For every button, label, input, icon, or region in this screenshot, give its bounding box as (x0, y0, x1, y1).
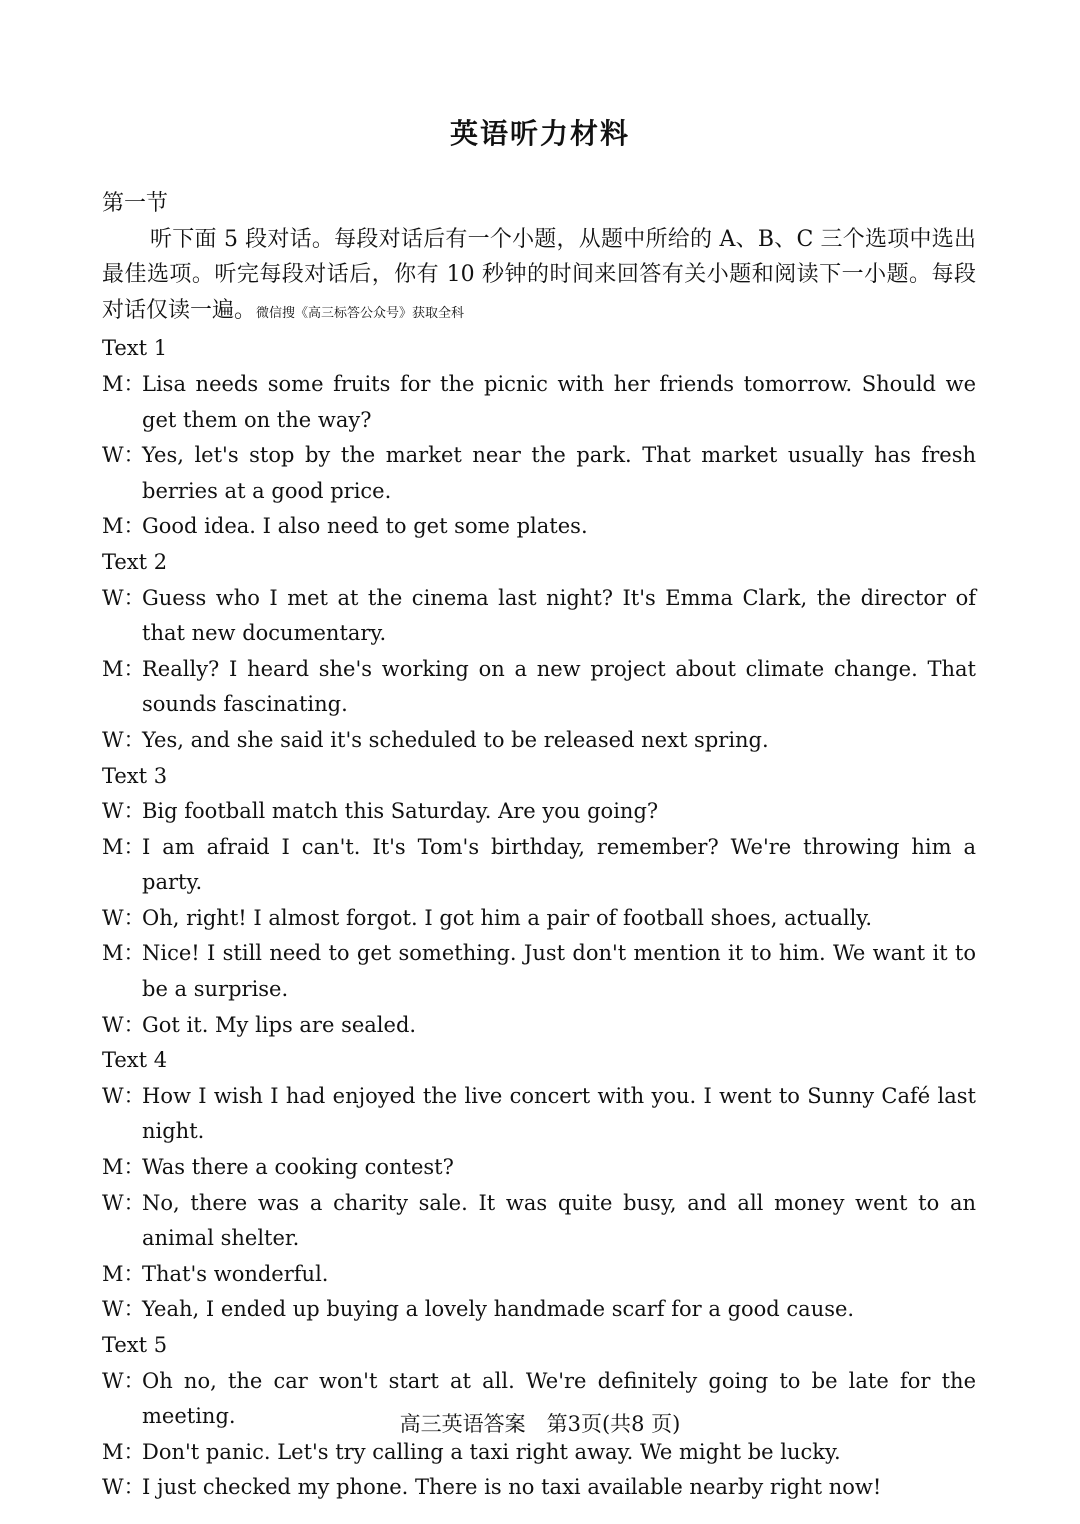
dialogue-line (102, 1186, 976, 1257)
line-text: Yes, let's stop by the market near the park. That market usually has fresh berries at a good price. (142, 443, 976, 503)
dialogue-line (102, 581, 976, 652)
line-text: Lisa needs some fruits for the picnic with her friends tomorrow. Should we get them on the way? (142, 371, 976, 432)
dialogue-line (102, 794, 976, 830)
line-text: Guess who I met at the cinema last night? It's Emma Clark, the director of that new documentary. (142, 585, 976, 646)
line-text: Don't panic. Let's try calling a taxi right away. We might be lucky. (142, 1439, 841, 1464)
dialogue-label: Text 1 (102, 336, 168, 361)
line-text: No, there was a charity sale. It was quite busy, and all money went to an animal shelter. (142, 1190, 976, 1251)
dialogue-label: Text 2 (102, 549, 168, 574)
dialogue-line (102, 1292, 976, 1328)
line-text: Really? I heard she's working on a new project about climate change. That sounds fascinating. (142, 656, 976, 717)
line-text: Yes, and she said it's scheduled to be released next spring. (142, 727, 769, 752)
dialogue-line (102, 367, 976, 438)
line-text: Yeah, I ended up buying a lovely handmade scarf for a good cause. (142, 1297, 855, 1322)
dialogue-line (102, 438, 976, 509)
page-footer: 高三英语答案 第3页(共8 页) (399, 1412, 681, 1436)
watermark-note: 微信搜《高三标答公众号》获取全科 (256, 305, 465, 321)
dialogue-line (102, 509, 976, 545)
speaker-label: M： (102, 1155, 145, 1180)
speaker-label: M： (102, 371, 145, 396)
speaker-label: W： (102, 727, 145, 752)
dialogue-line (102, 652, 976, 723)
dialogue-line (102, 1079, 976, 1150)
line-text: Oh, right! I almost forgot. I got him a pair of football shoes, actually. (142, 905, 873, 930)
speaker-label: W： (102, 1083, 145, 1108)
dialogue-label: Text 3 (102, 763, 168, 788)
speaker-label: W： (102, 1297, 145, 1322)
speaker-label: M： (102, 834, 145, 859)
speaker-label: W： (102, 799, 145, 824)
speaker-label: M： (102, 656, 145, 681)
line-text: I am afraid I can't. It's Tom's birthday, remember? We're throwing him a party. (142, 834, 976, 895)
dialogue-label: Text 5 (102, 1333, 168, 1357)
line-text: I just checked my phone. There is no taxi available nearby right now! (142, 1475, 882, 1500)
dialogue-line (102, 901, 976, 937)
dialogue-line (102, 1150, 976, 1186)
speaker-label: W： (102, 443, 145, 468)
document-content (102, 186, 976, 1506)
line-text: Got it. My lips are sealed. (142, 1012, 417, 1037)
speaker-label: M： (102, 941, 145, 966)
dialogue-line (102, 1257, 976, 1293)
page-title: 英语听力材料 (449, 117, 630, 150)
dialogue-label: Text 4 (102, 1048, 168, 1073)
line-text: Nice! I still need to get something. Just don't mention it to him. We want it to be a surprise. (142, 941, 976, 1002)
line-text: Good idea. I also need to get some plates. (142, 514, 588, 539)
line-text: Oh no, the car won't start at all. We're definitely going to be late for the meeting. (142, 1368, 976, 1429)
dialogue-line (102, 1470, 976, 1506)
dialogue-line (102, 723, 976, 759)
speaker-label: M： (102, 1261, 145, 1286)
line-text: That's wonderful. (142, 1261, 329, 1286)
speaker-label: M： (102, 514, 145, 539)
dialogue-list (102, 331, 976, 1506)
line-text: How I wish I had enjoyed the live concert with you. I went to Sunny Café last night. (142, 1083, 976, 1144)
dialogue-line (102, 936, 976, 1007)
speaker-label: W： (102, 1012, 145, 1037)
speaker-label: W： (102, 1190, 145, 1215)
dialogue-line (102, 1435, 976, 1471)
dialogue-line (102, 1008, 976, 1044)
speaker-label: W： (102, 905, 145, 930)
speaker-label: M： (102, 1439, 145, 1464)
instructions-text: 听下面 5 段对话。每段对话后有一个小题，从题中所给的 A、B、C 三个选项中选出最佳选项。听完每段对话后，你有 10 秒钟的时间来回答有关小题和阅读下一小题。每段对话仅读一遍。 (102, 226, 976, 323)
line-text: Big football match this Saturday. Are you going? (142, 799, 659, 824)
section-instructions (102, 222, 976, 332)
speaker-label: W： (102, 585, 145, 610)
line-text: Was there a cooking contest? (142, 1155, 454, 1180)
dialogue-line (102, 830, 976, 901)
section-heading: 第一节 (102, 191, 169, 216)
speaker-label: W： (102, 1475, 145, 1500)
speaker-label: W： (102, 1368, 145, 1393)
